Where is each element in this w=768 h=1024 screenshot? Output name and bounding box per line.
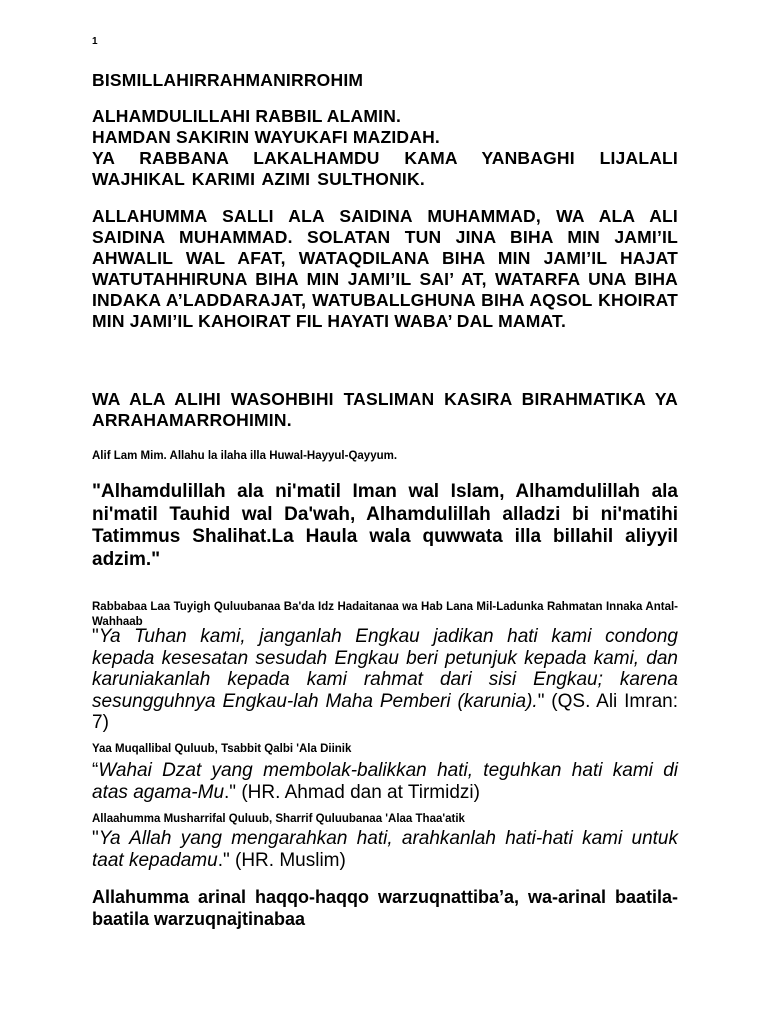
alhamdulillah-quote: "Alhamdulillah ala ni'matil Iman wal Islam, Alhamdulillah ala ni'matil Tauhid wal Da'wah, Alhamdulillah alladzi bi ni'matihi Tatimmus Shalihat.La Haula wala quwwata illa billahil aliyyil adzim." [92, 481, 678, 570]
alif-lam-mim-line: Alif Lam Mim. Allahu la ilaha illa Huwal-Hayyul-Qayyum. [92, 450, 398, 462]
paragraph-salawat: ALLAHUMMA SALLI ALA SAIDINA MUHAMMAD, WA ALA ALI SAIDINA MUHAMMAD. SOLATAN TUN JINA BIHA MIN JAMI’IL AHWALIL WAL AFAT, WATAQDILANA BIHA MIN JAMI’IL HAJAT WATUTAHHIRUNA BIHA MIN JAMI’IL SAI’ AT, WATARFA UNA BIHA INDAKA A’LADDARAJAT, WATUBALLGHUNA BIHA AQSOL KHOIRAT MIN JAMI’IL KAHOIRAT FIL HAYATI WABA’ DAL MAMAT. [92, 206, 678, 331]
musharrif-source: ." (HR. Muslim) [217, 849, 346, 871]
paragraph-alhamdulillah-block [92, 106, 678, 190]
rabbanaa-translation-block [92, 626, 678, 734]
open-quote: " [92, 626, 99, 647]
paragraph-wa-ala-alihi: WA ALA ALIHI WASOHBIHI TASLIMAN KASIRA BIRAHMATIKA YA ARRAHAMARROHIMIN. [92, 389, 678, 430]
musharrif-translation: Ya Allah yang mengarahkan hati, arahkanlah hati-hati kami untuk taat kepadamu [92, 828, 678, 871]
open-quote: “ [92, 760, 99, 781]
page-number: 1 [92, 36, 98, 47]
open-quote: " [92, 828, 99, 849]
paragraph-line: HAMDAN SAKIRIN WAYUKAFI MAZIDAH. [92, 127, 440, 147]
muqallib-translation: Wahai Dzat yang membolak-balikkan hati, teguhkan hati kami di atas agama-Mu [92, 760, 678, 803]
rabbanaa-arabic-transliteration: Rabbabaa Laa Tuyigh Quluubanaa Ba'da Idz Hadaitanaa wa Hab Lana Mil-Ladunka Rahmatan Innaka Antal-Wahhaab [92, 601, 678, 628]
musharrif-translation-block [92, 828, 678, 871]
musharrif-arabic-transliteration: Allaahumma Musharrifal Quluub, Sharrif Quluubanaa 'Alaa Thaa'atik [92, 813, 465, 825]
rabbanaa-source: " (QS. Ali Imran: 7) [92, 690, 678, 733]
heading-bismillah: BISMILLAHIRRAHMANIRROHIM [92, 70, 364, 90]
paragraph-line: YA RABBANA LAKALHAMDU KAMA YANBAGHI LIJALALI WAJHIKAL KARIMI AZIMI SULTHONIK. [92, 148, 678, 189]
closing-prayer: Allahumma arinal haqqo-haqqo warzuqnattiba’a, wa-arinal baatila-baatila warzuqnajtinabaa [92, 887, 678, 929]
muqallib-arabic-transliteration: Yaa Muqallibal Quluub, Tsabbit Qalbi 'Ala Diinik [92, 743, 352, 755]
paragraph-line: ALHAMDULILLAHI RABBIL ALAMIN. [92, 106, 402, 126]
muqallib-translation-block [92, 760, 678, 803]
rabbanaa-translation: Ya Tuhan kami, janganlah Engkau jadikan hati kami condong kepada kesesatan sesudah Engkau beri petunjuk kepada kami, dan karuniakanlah kepada kami rahmat dari sisi Engkau; karena sesungguhnya Engkau-lah Maha Pemberi (karunia). [92, 626, 678, 712]
muqallib-source: ." (HR. Ahmad dan at Tirmidzi) [224, 781, 480, 803]
